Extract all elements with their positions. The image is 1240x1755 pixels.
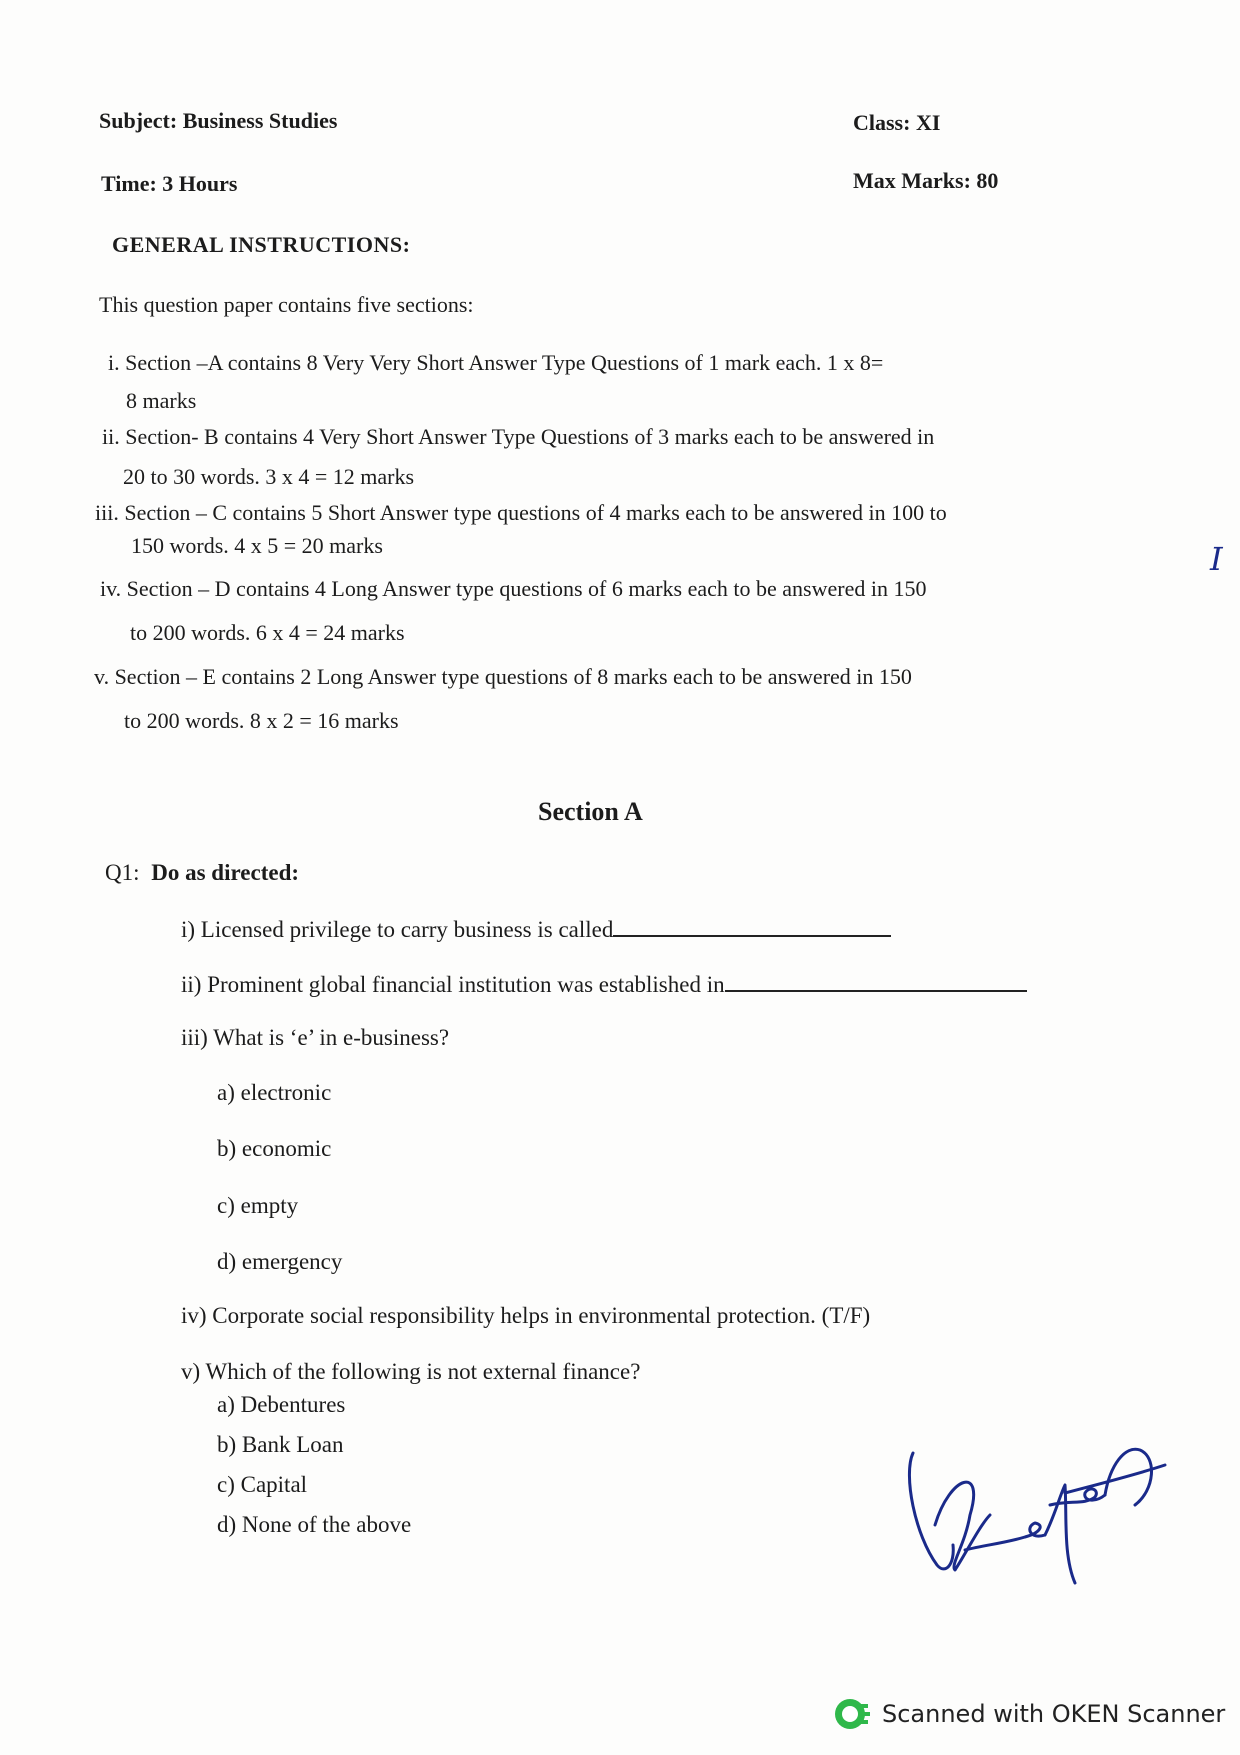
instruction-item-5-line1: v. Section – E contains 2 Long Answer type questions of 8 marks each to be answered in 150 [94, 664, 912, 689]
class-label: Class: XI [853, 110, 941, 135]
question-i-text: i) Licensed privilege to carry business is called [181, 917, 614, 942]
signature-image [895, 1405, 1175, 1605]
question-v-option-a: a) Debentures [217, 1392, 346, 1417]
question-v-option-b: b) Bank Loan [217, 1432, 344, 1457]
answer-blank-i [613, 915, 891, 937]
instruction-item-5-line2: to 200 words. 8 x 2 = 16 marks [124, 708, 399, 733]
question-ii [181, 970, 1027, 998]
instruction-item-1-line1: i. Section –A contains 8 Very Very Short Answer Type Questions of 1 mark each. 1 x 8= [108, 350, 884, 375]
q1-text: Do as directed: [151, 860, 300, 885]
question-iii: iii) What is ‘e’ in e-business? [181, 1025, 450, 1050]
question-v-option-d: d) None of the above [217, 1512, 412, 1537]
instruction-item-4-line1: iv. Section – D contains 4 Long Answer type questions of 6 marks each to be answered in 150 [100, 576, 927, 601]
scanner-text: Scanned with OKEN Scanner [882, 1700, 1226, 1728]
instruction-item-4-line2: to 200 words. 6 x 4 = 24 marks [130, 620, 405, 645]
q1-heading [105, 860, 299, 886]
question-iv: iv) Corporate social responsibility helps in environmental protection. (T/F) [181, 1303, 871, 1328]
q1-label: Q1: [105, 860, 140, 885]
question-ii-text: ii) Prominent global financial institution was established in [181, 972, 725, 997]
question-v: v) Which of the following is not external finance? [181, 1359, 641, 1384]
answer-blank-ii [725, 970, 1027, 992]
question-v-option-c: c) Capital [217, 1472, 308, 1497]
question-iii-option-b: b) economic [217, 1136, 332, 1161]
subject-label: Subject: Business Studies [99, 108, 338, 133]
instruction-item-3-line1: iii. Section – C contains 5 Short Answer type questions of 4 marks each to be answered in 100 to [95, 500, 947, 525]
instruction-item-3-line2: 150 words. 4 x 5 = 20 marks [131, 533, 383, 558]
time-label: Time: 3 Hours [101, 171, 238, 196]
oken-scanner-logo-icon [832, 1694, 872, 1734]
section-a-title: Section A [538, 797, 643, 826]
question-iii-option-a: a) electronic [217, 1080, 332, 1105]
margin-pen-mark: I [1210, 540, 1223, 578]
instruction-item-2-line2: 20 to 30 words. 3 x 4 = 12 marks [123, 464, 415, 489]
instructions-title: GENERAL INSTRUCTIONS: [112, 232, 411, 257]
instruction-item-2-line1: ii. Section- B contains 4 Very Short Answer Type Questions of 3 marks each to be answered in [102, 424, 935, 449]
max-marks-label: Max Marks: 80 [853, 168, 999, 193]
question-iii-option-d: d) emergency [217, 1249, 343, 1274]
instructions-intro: This question paper contains five sections: [99, 292, 474, 317]
scanner-watermark [832, 1694, 1225, 1734]
question-i [181, 915, 891, 943]
question-iii-option-c: c) empty [217, 1193, 299, 1218]
instruction-item-1-line2: 8 marks [126, 388, 197, 413]
